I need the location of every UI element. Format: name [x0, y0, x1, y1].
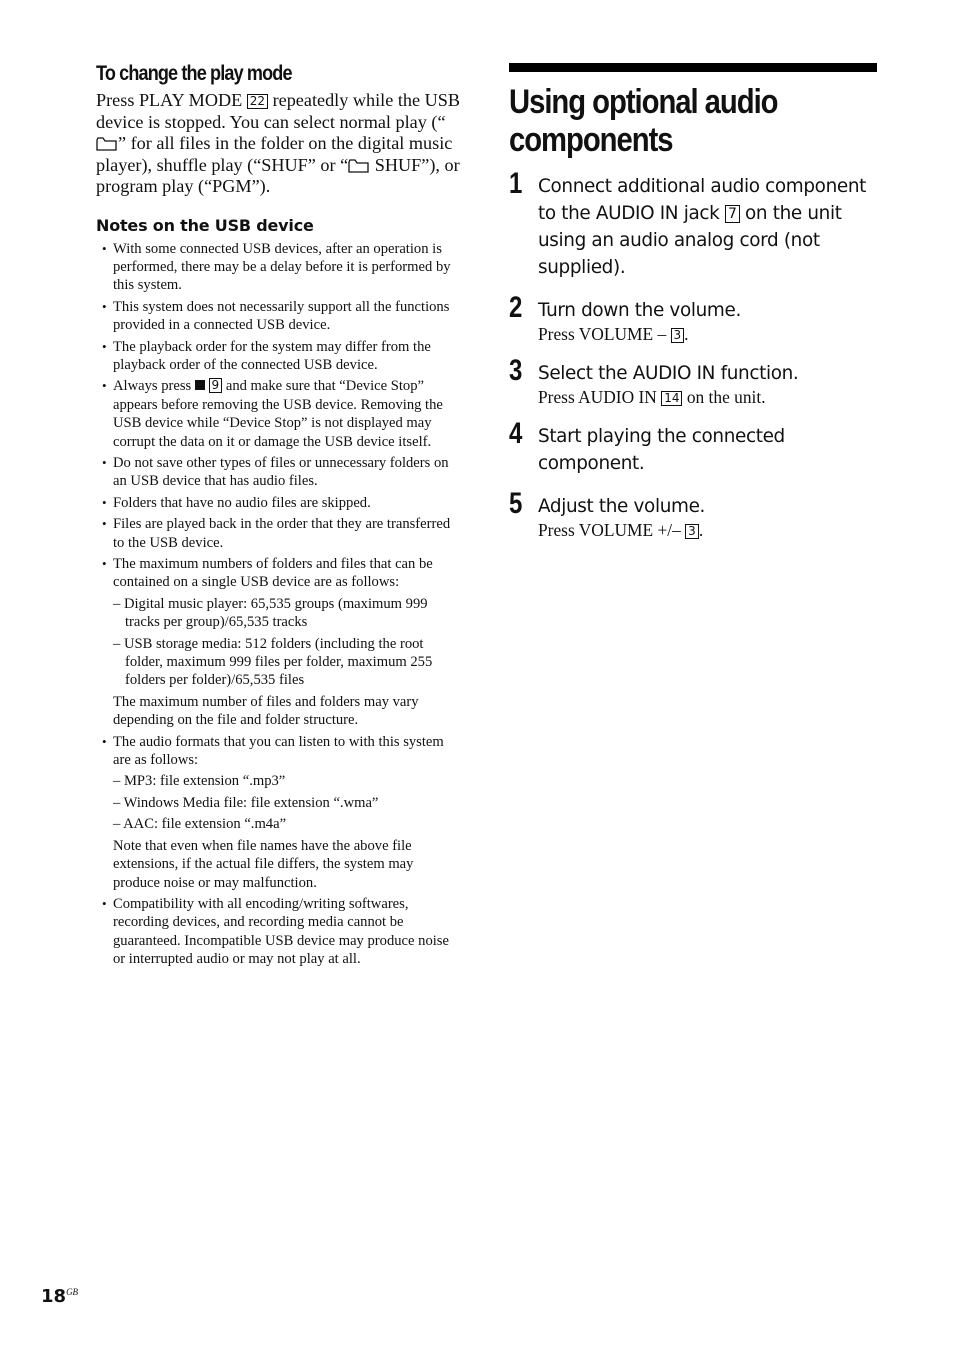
step-2 — [509, 291, 877, 344]
stop-icon — [195, 380, 205, 390]
step-detail: Press VOLUME – 3 . — [538, 324, 689, 344]
step-number: 2 — [509, 291, 523, 324]
list-item: • Do not save other types of files or unnecessary folders on an USB device that has audio files. — [96, 454, 462, 491]
usb-notes-heading: Notes on the USB device — [96, 215, 314, 235]
usb-notes-list — [96, 240, 462, 969]
step-instruction: Start playing the connected component. — [538, 426, 785, 474]
key-22-badge: 22 — [247, 94, 268, 109]
step-1 — [509, 167, 877, 281]
section-title: Using optional audio components — [509, 83, 778, 159]
list-item: • This system does not necessarily support all the functions provided in a connected USB device. — [96, 298, 462, 335]
list-item: • The playback order for the system may differ from the playback order of the connected USB device. — [96, 338, 462, 375]
sub-note: Note that even when file names have the above file extensions, if the actual file differs, the system may produce noise or may malfunction. — [113, 837, 414, 891]
sub-item: – Digital music player: 65,535 groups (maximum 999 tracks per group)/65,535 tracks — [113, 595, 428, 631]
step-number: 5 — [509, 487, 523, 520]
list-item: • The audio formats that you can listen to with this system are as follows: – MP3: file extension “.mp3” – Windows Media file: file extension “.wma” – AAC: file extension “.m4a” Note that even when file names have the above file extensions, if the actual file differs, the system may produce noise or may malfunction. — [96, 733, 462, 892]
step-detail: Press AUDIO IN 14 on the unit. — [538, 387, 766, 407]
step-5 — [509, 487, 877, 540]
key-3-badge: 3 — [671, 328, 685, 343]
step-3 — [509, 354, 877, 407]
list-item: • With some connected USB devices, after an operation is performed, there may be a delay before it is performed by this system. — [96, 240, 462, 295]
key-14-badge: 14 — [661, 391, 682, 406]
step-instruction: Adjust the volume. — [538, 496, 706, 517]
sub-item: – MP3: file extension “.mp3” — [113, 773, 286, 790]
list-item: • Files are played back in the order that they are transferred to the USB device. — [96, 515, 462, 552]
step-instruction: Connect additional audio component to the AUDIO IN jack 7 on the unit using an audio analog cord (not supplied). — [538, 176, 867, 278]
right-column — [509, 63, 877, 556]
section-rule — [509, 63, 877, 72]
key-9-badge: 9 — [209, 378, 223, 393]
list-item: • Folders that have no audio files are skipped. — [96, 494, 462, 512]
play-mode-heading: To change the play mode — [96, 62, 292, 85]
sub-item: – USB storage media: 512 folders (including the root folder, maximum 999 files per folder, maximum 255 folders per folder)/65,535 files — [113, 635, 433, 689]
folder-icon — [96, 137, 118, 151]
step-instruction: Select the AUDIO IN function. — [538, 363, 799, 384]
left-column — [96, 60, 462, 972]
page-suffix: GB — [66, 1287, 79, 1297]
sub-item: – Windows Media file: file extension “.wma” — [113, 794, 379, 811]
step-detail: Press VOLUME +/– 3 . — [538, 520, 704, 540]
folder-icon — [348, 159, 370, 173]
step-4 — [509, 417, 877, 477]
sub-note: The maximum number of files and folders may vary depending on the file and folder structure. — [113, 693, 419, 729]
sub-item: – AAC: file extension “.m4a” — [113, 816, 287, 833]
step-number: 4 — [509, 417, 523, 450]
page-number: $18^{GB}$ — [41, 1286, 79, 1307]
step-instruction: Turn down the volume. — [538, 300, 741, 321]
step-number: 3 — [509, 354, 523, 387]
list-item: • The maximum numbers of folders and files that can be contained on a single USB device are as follows: – Digital music player: 65,535 groups (maximum 999 tracks per group)/65,535 tracks – USB storage media: 512 folders (including the root folder, maximum 999 files per folder, maximum 255 folders per folder)/65,535 files The maximum number of files and folders may vary depending on the file and folder structure. — [96, 555, 462, 730]
step-number: 1 — [509, 167, 523, 200]
play-mode-paragraph: Press PLAY MODE 22 repeatedly while the USB device is stopped. You can select normal play (“” for all files in the folder on the digital music player), shuffle play (“SHUF” or “ SHUF”), or program play (“PGM”). — [96, 90, 460, 196]
list-item: • Compatibility with all encoding/writing softwares, recording devices, and recording media cannot be guaranteed. Incompatible USB device may produce noise or interrupted audio or may not play at all. — [96, 895, 462, 969]
list-item: • Always press 9 and make sure that “Device Stop” appears before removing the USB device. Removing the USB device while “Device Stop” is not displayed may corrupt the data on it or damage the USB device itself. — [96, 377, 462, 451]
key-3-badge: 3 — [685, 524, 699, 539]
key-7-badge: 7 — [725, 205, 740, 223]
